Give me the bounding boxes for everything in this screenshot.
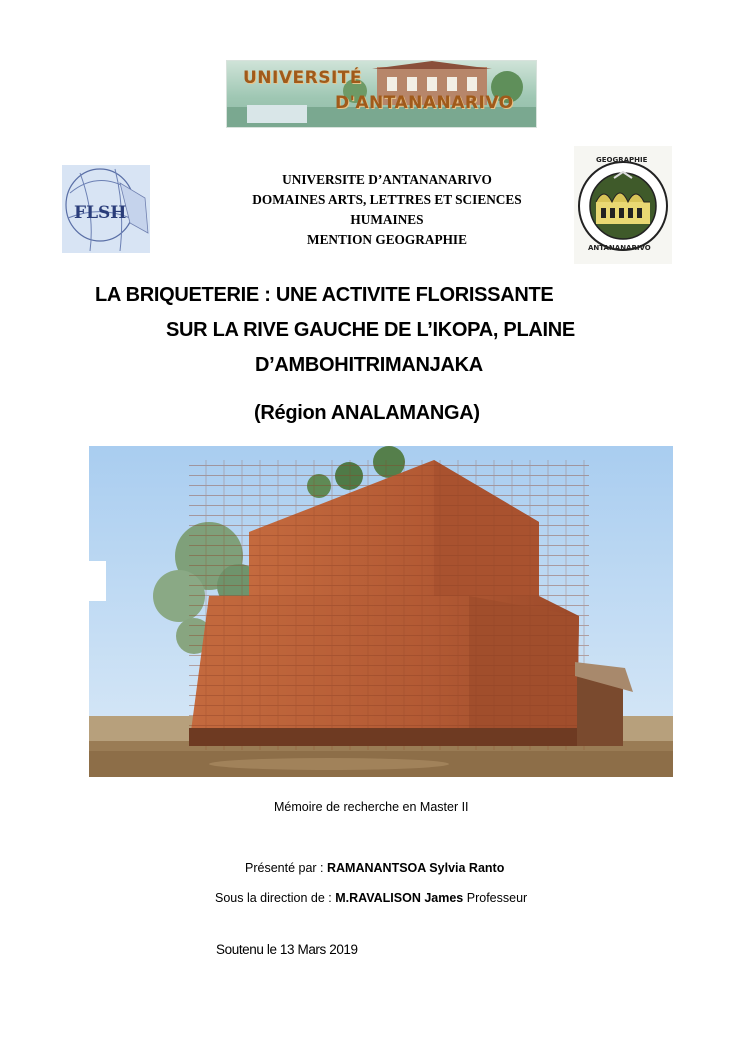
title-line1: LA BRIQUETERIE : UNE ACTIVITE FLORISSANTE bbox=[95, 284, 554, 306]
flsh-logo-text: FLSH bbox=[74, 203, 127, 223]
geography-logo-top: GEOGRAPHIE bbox=[596, 156, 648, 164]
institution-line4: MENTION GEOGRAPHIE bbox=[307, 232, 467, 247]
brick-kiln-photo bbox=[89, 446, 673, 777]
memoire-label: Mémoire de recherche en Master II bbox=[274, 800, 469, 814]
institution-line2: DOMAINES ARTS, LETTRES ET SCIENCES bbox=[252, 192, 522, 207]
direction-label: Sous la direction de : bbox=[215, 891, 336, 905]
banner-line2: D'ANTANANARIVO bbox=[335, 93, 514, 113]
presented-by bbox=[245, 861, 504, 875]
university-banner-logo bbox=[226, 60, 537, 128]
supervision bbox=[215, 891, 527, 905]
institution-line1: UNIVERSITE D’ANTANANARIVO bbox=[282, 172, 492, 187]
defense-date: Soutenu le 13 Mars 2019 bbox=[216, 942, 358, 957]
title-line2: SUR LA RIVE GAUCHE DE L’IKOPA, PLAINE bbox=[166, 319, 575, 341]
presented-label: Présenté par : bbox=[245, 861, 327, 875]
title-region: (Région ANALAMANGA) bbox=[254, 402, 480, 424]
banner-line1: UNIVERSITÉ bbox=[243, 68, 362, 88]
geography-logo-bottom: ANTANANARIVO bbox=[588, 244, 651, 252]
supervisor-name: M.RAVALISON James bbox=[335, 891, 464, 905]
presenter-name: RAMANANTSOA Sylvia Ranto bbox=[327, 861, 505, 875]
flsh-logo bbox=[60, 163, 152, 255]
supervisor-role: Professeur bbox=[463, 891, 528, 905]
institution-line3: HUMAINES bbox=[350, 212, 424, 227]
title-line3: D’AMBOHITRIMANJAKA bbox=[255, 354, 483, 376]
